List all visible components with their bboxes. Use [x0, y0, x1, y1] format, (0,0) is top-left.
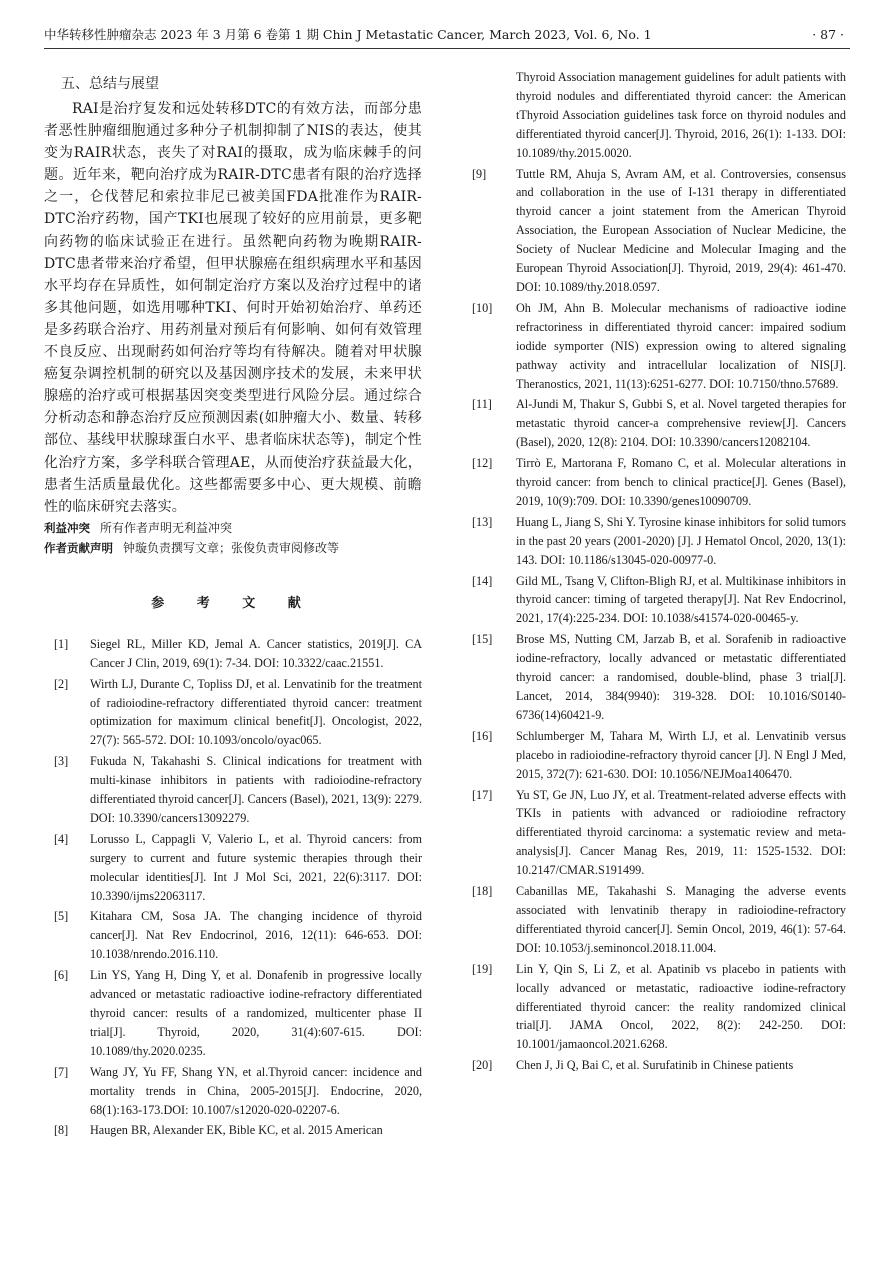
reference-item [44, 1063, 422, 1120]
conflict-text: 所有作者声明无利益冲突 [100, 520, 233, 535]
reference-item [44, 635, 422, 673]
reference-number: [5] [54, 909, 69, 924]
reference-item [470, 299, 846, 394]
body-paragraph: RAI是治疗复发和远处转移DTC的有效方法，而部分患者恶性肿瘤细胞通过多种分子机制抑制了NIS的表达，使其变为RAIR状态，丧失了对RAI的摄取，成为临床棘手的问题。近年来，靶向治疗成为RAIR-DTC患者有限的治疗选择之一，仑伐替尼和索拉非尼已被美国FDA批准作为RAIR-DTC治疗药物，国产TKI也展现了较好的应用前景，更多靶向药物的临床试验正在进行。虽然靶向药物为晚期RAIR-DTC患者带来治疗希望，但甲状腺癌在组织病理水平和基因水平均存在异质性，如何制定治疗方案以及治疗过程中的诸多其他问题，如选用哪种TKI、何时开始初始治疗、单药还是多药联合治疗、用药剂量对预后有何影响、如何有效管理不良反应、出现耐药如何治疗等均有待解决。随着对甲状腺癌复杂调控机制的研究以及基因测序技术的发展，未来甲状腺癌的治疗或可根据基因突变类型进行风险分层。通过综合分析动态和静态治疗反应预测因素(如肿瘤大小、数量、转移部位、基线甲状腺球蛋白水平、患者临床状态等)，制定个性化治疗方案，多学科联合管理AE，从而使治疗获益最大化，患者生活质量最优化。这些都需要多中心、更大规模、前瞻性的临床研究去落实。 [44, 101, 422, 515]
reference-text: Al-Jundi M, Thakur S, Gubbi S, et al. Novel targeted therapies for metastatic thyroid cancer-a comprehensive review[J]. Cancers (Basel), 2020, 12(8): 2104. DOI: 10.3390/cancers12082104. [516, 397, 846, 450]
reference-number: [10] [472, 300, 493, 315]
reference-text: Tuttle RM, Ahuja S, Avram AM, et al. Controversies, consensus and collaboration in the use of I-131 therapy in differentiated thyroid cancer a joint statement from the American Thyroid Association, the European Association of Nuclear Medicine, the Society of Nuclear Medicine and Molecular Imaging and the European Thyroid Association[J]. Thyroid, 2019, 29(4): 461-470. DOI: 10.1089/thy.2018.0597. [516, 166, 846, 294]
contribution-label: 作者贡献声明 [44, 540, 113, 555]
reference-item [470, 727, 846, 784]
reference-number: [19] [472, 961, 493, 976]
reference-text: Wang JY, Yu FF, Shang YN, et al.Thyroid cancer: incidence and mortality trends in China, 2005-2015[J]. Endocrine, 2020, 68(1):163-173.DOI: 10.1007/s12020-020-02207-6. [90, 1064, 422, 1117]
reference-number: [4] [54, 831, 69, 846]
reference-text: Brose MS, Nutting CM, Jarzab B, et al. Sorafenib in radioactive iodine-refractory, locally advanced or metastatic differentiated thyroid cancer: a randomised, double-blind, phase 3 trial[J]. Lancet, 2014, 384(9940): 319-328. DOI: 10.1016/S0140-6736(14)60421-9. [516, 632, 846, 722]
reference-text: Haugen BR, Alexander EK, Bible KC, et al. 2015 American [90, 1123, 383, 1138]
reference-number: [15] [472, 632, 493, 647]
reference-number: [6] [54, 968, 69, 983]
left-column [44, 68, 422, 1142]
right-column [470, 68, 846, 1077]
contribution-statement [44, 538, 422, 558]
reference-text: Kitahara CM, Sosa JA. The changing incidence of thyroid cancer[J]. Nat Rev Endocrinol, 2016, 12(11): 646-653. DOI: 10.1038/nrendo.2016.110. [90, 909, 422, 962]
reference-text: Tirrò E, Martorana F, Romano C, et al. Molecular alterations in thyroid cancer: from bench to clinical practice[J]. Genes (Basel), 2019, 10(9):709. DOI: 10.3390/genes10090709. [516, 456, 846, 508]
reference-item [470, 165, 846, 297]
running-header [44, 24, 850, 49]
reference-item [470, 960, 846, 1055]
reference-text: Lin Y, Qin S, Li Z, et al. Apatinib vs placebo in patients with locally advanced or metastatic, radioactive iodine-refractory differentiated thyroid cancer: the reality randomized clinical trial[J]. JAMA Oncol, 2022, 8(2): 242-250. DOI: 10.1001/jamaoncol.2021.6268. [516, 961, 846, 1052]
conflict-label: 利益冲突 [44, 520, 90, 535]
reference-item [470, 572, 846, 629]
reference-item [470, 786, 846, 881]
page-number: · 87 · [812, 27, 844, 42]
reference-item [470, 513, 846, 570]
reference-text: Thyroid Association management guidelines for adult patients with thyroid nodules and differentiated thyroid cancer: the American tThyroid Association guidelines task force on thyroid nodules and differentiated thyroid cancer[J]. Thyroid, 2016, 26(1): 1-133. DOI: 10.1089/thy.2015.0020. [516, 70, 846, 160]
reference-text: Lorusso L, Cappagli V, Valerio L, et al. Thyroid cancers: from surgery to current and future systemic therapies through their molecular identities[J]. Int J Mol Sci, 2021, 22(6):3117. DOI: 10.3390/ijms22063117. [90, 831, 422, 903]
reference-item [44, 830, 422, 906]
reference-item [470, 395, 846, 452]
reference-number: [20] [472, 1058, 493, 1073]
reference-text: Wirth LJ, Durante C, Topliss DJ, et al. Lenvatinib for the treatment of radioiodine-refractory differentiated thyroid cancer: treatment optimization for maximum clinical benefit[J]. Oncologist, 2022, 27(7): 565-572. DOI: 10.1093/oncolo/oyac065. [90, 676, 422, 748]
reference-text: Chen J, Ji Q, Bai C, et al. Surufatinib in Chinese patients [516, 1058, 794, 1073]
reference-number: [7] [54, 1064, 69, 1079]
reference-number: [14] [472, 573, 493, 588]
reference-number: [1] [54, 636, 69, 651]
conflict-statement [44, 518, 422, 538]
reference-number: [13] [472, 514, 493, 529]
reference-number: [2] [54, 676, 69, 691]
reference-text: Lin YS, Yang H, Ding Y, et al. Donafenib in progressive locally advanced or metastatic radioactive iodine-refractory differentiated thyroid cancer: results of a randomized, multicenter phase II trial[J]. Thyroid, 2020, 31(4):607-615. DOI: 10.1089/thy.2020.0235. [90, 968, 422, 1058]
section-title: 五、总结与展望 [61, 76, 159, 92]
references-heading: 参 考 文 献 [151, 595, 315, 611]
journal-citation: 中华转移性肿瘤杂志 2023 年 3 月第 6 卷第 1 期 Chin J Metastatic Cancer, March 2023, Vol. 6, No. 1 [44, 27, 652, 42]
reference-text: Gild ML, Tsang V, Clifton-Bligh RJ, et al. Multikinase inhibitors in thyroid cancer: timing of targeted therapy[J]. Nat Rev Endocrinol, 2021, 17(4):225-234. DOI: 10.1038/s41574-020-00465-y. [516, 573, 846, 626]
reference-item [470, 454, 846, 511]
reference-number: [17] [472, 787, 493, 802]
reference-item [470, 882, 846, 958]
reference-item [44, 966, 422, 1061]
reference-text: Yu ST, Ge JN, Luo JY, et al. Treatment-related adverse effects with TKIs in patients with advanced or radioiodine refractory differentiated thyroid carcinoma: a systematic review and meta-analysis[J]. Cancer Manag Res, 2019, 11: 1525-1532. DOI: 10.2147/CMAR.S191499. [516, 787, 846, 878]
reference-continuation [470, 68, 846, 163]
reference-text: Oh JM, Ahn B. Molecular mechanisms of radioactive iodine refractoriness in differentiated thyroid cancer: impaired sodium iodide symporter (NIS) expression owing to altered signaling pathway activity and intracellular localization of NIS[J]. Theranostics, 2021, 11(13):6251-6277. DOI: 10.7150/thno.57689. [516, 300, 846, 391]
reference-item [470, 630, 846, 725]
reference-text: Fukuda N, Takahashi S. Clinical indications for treatment with multi-kinase inhibitors in patients with radioiodine-refractory differentiated thyroid cancer[J]. Cancers (Basel), 2021, 13(9): 2279. DOI: 10.3390/cancers13092279. [90, 754, 422, 825]
reference-text: Huang L, Jiang S, Shi Y. Tyrosine kinase inhibitors for solid tumors in the past 20 years (2001-2020) [J]. J Hematol Oncol, 2020, 13(1): 143. DOI: 10.1186/s13045-020-00977-0. [516, 514, 847, 567]
reference-number: [18] [472, 884, 493, 899]
reference-item [470, 1056, 846, 1075]
reference-item [44, 675, 422, 751]
reference-item [44, 907, 422, 964]
reference-number: [8] [54, 1123, 69, 1138]
reference-number: [3] [54, 754, 69, 769]
reference-item [44, 752, 422, 828]
reference-text: Siegel RL, Miller KD, Jemal A. Cancer statistics, 2019[J]. CA Cancer J Clin, 2019, 69(1): 7-34. DOI: 10.3322/caac.21551. [90, 636, 422, 670]
reference-item [44, 1121, 422, 1140]
reference-number: [16] [472, 728, 493, 743]
reference-list-left [44, 635, 422, 1141]
reference-text: Cabanillas ME, Takahashi S. Managing the adverse events associated with lenvatinib therapy in radioiodine-refractory differentiated thyroid cancer[J]. Semin Oncol, 2019, 46(1): 57-64. DOI: 10.1053/j.seminoncol.2018.11.004. [516, 884, 846, 955]
contribution-text: 钟璇负责撰写文章；张俊负责审阅修改等 [123, 540, 340, 555]
reference-number: [12] [472, 456, 493, 471]
reference-number: [9] [472, 166, 487, 181]
reference-text: Schlumberger M, Tahara M, Wirth LJ, et al. Lenvatinib versus placebo in radioiodine-refractory thyroid cancer [J]. N Engl J Med, 2015, 372(7): 621-630. DOI: 10.1056/NEJMoa1406470. [516, 728, 846, 781]
reference-number: [11] [472, 397, 492, 412]
